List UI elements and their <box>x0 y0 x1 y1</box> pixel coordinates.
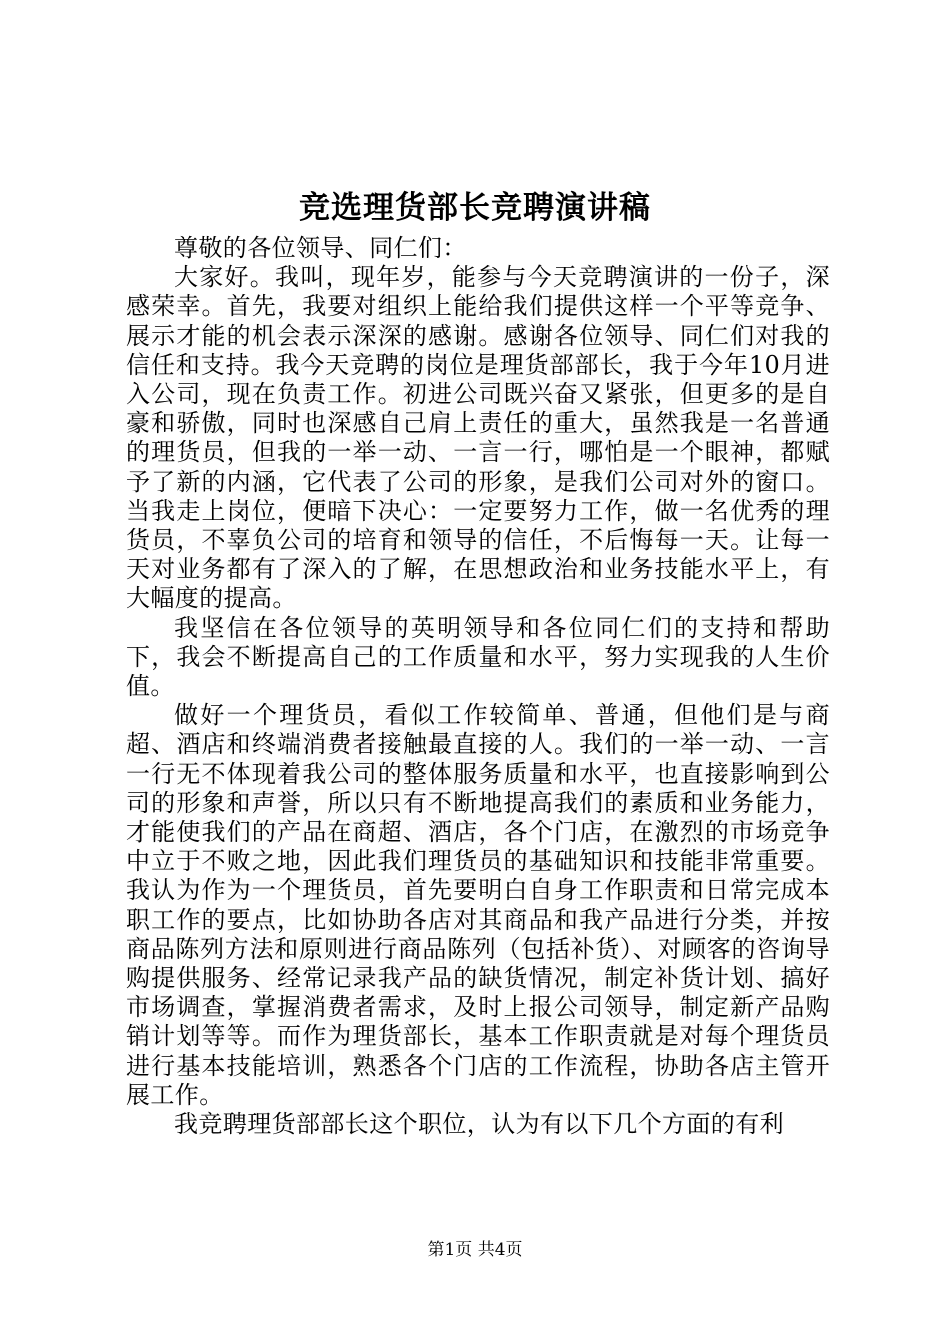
paragraph-introduction: 大家好。我叫，现年岁，能参与今天竞聘演讲的一份子，深感荣幸。首先，我要对组织上能给我们提供这样一个平等竞争、展示才能的机会表示深深的感谢。感谢各位领导、同仁们对我的信任和支持。我今天竞聘的岗位是理货部部长，我于今年10月进入公司，现在负责工作。初进公司既兴奋又紧张，但更多的是自豪和骄傲，同时也深感自己肩上责任的重大，虽然我是一名普通的理货员，但我的一举一动、一言一行，哪怕是一个眼神，都赋予了新的内涵，它代表了公司的形象，是我们公司对外的窗口。当我走上岗位，便暗下决心：一定要努力工作，做一名优秀的理货员，不辜负公司的培育和领导的信任，不后悔每一天。让每一天对业务都有了深入的了解，在思想政治和业务技能水平上，有大幅度的提高。 <box>126 263 830 613</box>
paragraph-salutation: 尊敬的各位领导、同仁们： <box>174 234 467 262</box>
document-title: 竞选理货部长竞聘演讲稿 <box>299 190 651 226</box>
paragraph-belief: 我坚信在各位领导的英明领导和各位同仁们的支持和帮助下，我会不断提高自己的工作质量和水平，努力实现我的人生价值。 <box>126 613 830 701</box>
page-number: 第1页 共4页 <box>427 1240 523 1260</box>
document-body <box>126 234 830 1139</box>
paragraph-duties: 做好一个理货员，看似工作较简单、普通，但他们是与商超、酒店和终端消费者接触最直接的人。我们的一举一动、一言一行无不体现着我公司的整体服务质量和水平，也直接影响到公司的形象和声誉，所以只有不断地提高我们的素质和业务能力，才能使我们的产品在商超、酒店，各个门店，在激烈的市场竞争中立于不败之地，因此我们理货员的基础知识和技能非常重要。我认为作为一个理货员，首先要明白自身工作职责和日常完成本职工作的要点，比如协助各店对其商品和我产品进行分类，并按商品陈列方法和原则进行商品陈列（包括补货）、对顾客的咨询导购提供服务、经常记录我产品的缺货情况，制定补货计划、搞好市场调查，掌握消费者需求，及时上报公司领导，制定新产品购销计划等等。而作为理货部长，基本工作职责就是对每个理货员进行基本技能培训，熟悉各个门店的工作流程，协助各店主管开展工作。 <box>126 701 830 1109</box>
paragraph-advantages: 我竞聘理货部部长这个职位，认为有以下几个方面的有利 <box>174 1110 784 1139</box>
